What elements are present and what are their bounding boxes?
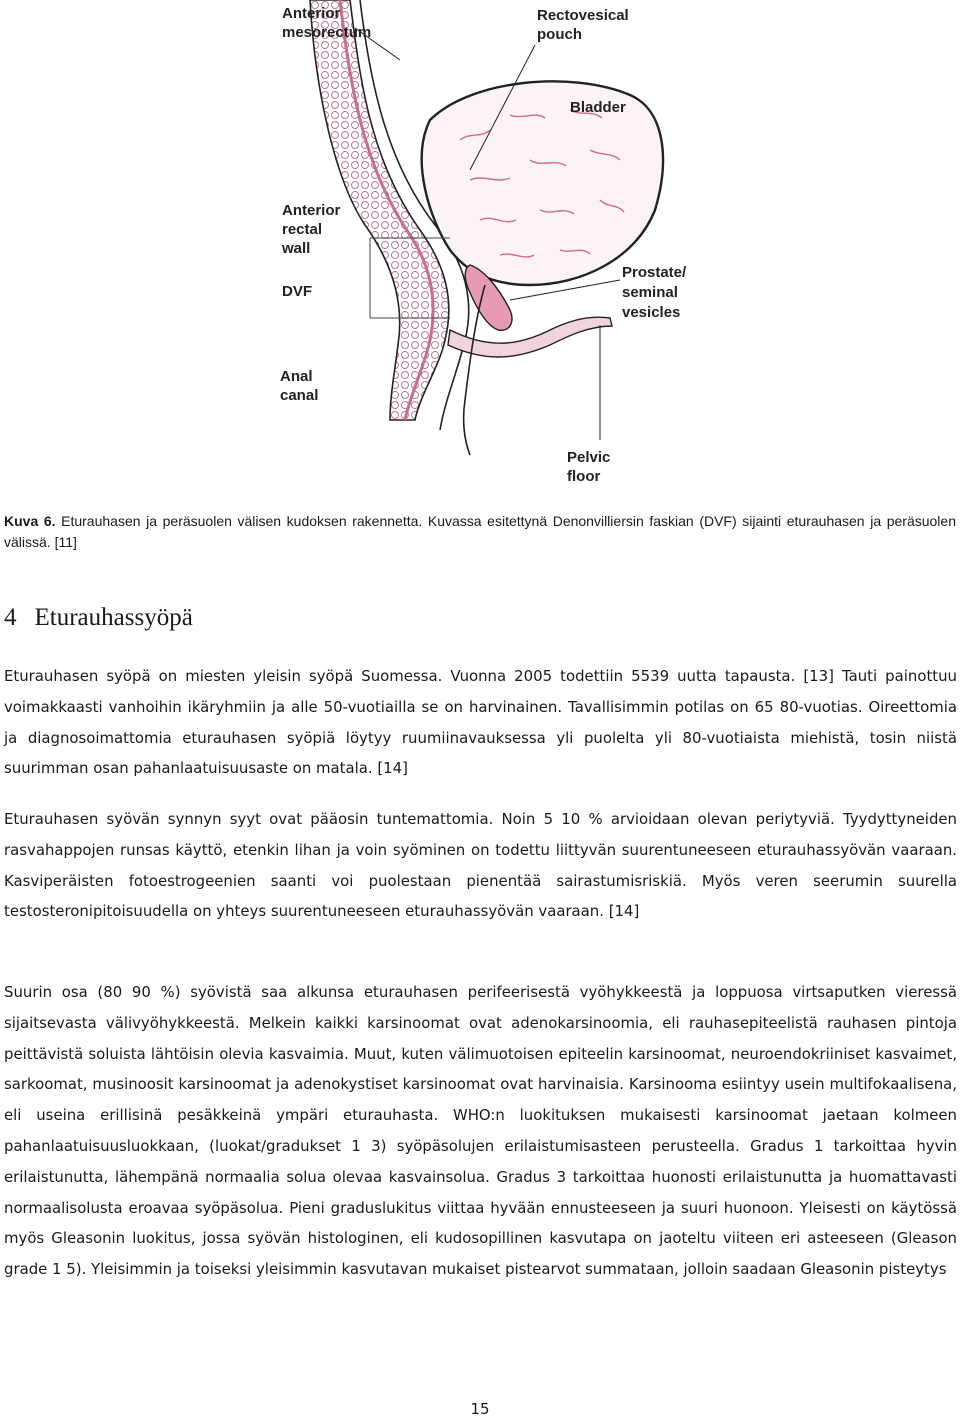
label-rectovesical-pouch-1: Rectovesical (537, 7, 629, 24)
bladder-shape (422, 81, 663, 285)
label-anal-canal-1: Anal (280, 368, 313, 385)
section-number: 4 (4, 604, 17, 631)
label-anterior-rectal-wall-3: wall (282, 240, 311, 257)
label-anterior-mesorectum-1: Anterior (282, 5, 341, 22)
paragraph-3: Suurin osa (80 90 %) syövistä saa alkunsa eturauhasen perifeerisestä vyöhykkeestä ja loppuosa virtsaputken vieressä sijaitsevasta välivyöhykkeestä. Melkein kaikki karsinoomat ovat adenokarsinoomia, eli rauhasepiteelistä rauhasen pintoja peittävistä soluista lähtöisin olevia kasvaimia. Muut, kuten välimuotoisen epiteelin karsinoomat, neuroendokriiniset kasvaimet, sarkoomat, musinoosit karsinoomat ja adenokystiset karsinoomat ovat harvinaisia. Karsinooma esiintyy usein multifokaalisena, eli useina erillisinä pesäkkeinä ympäri eturauhasta. WHO:n luokituksen mukaisesti karsinoomat jaetaan kolmeen pahanlaatuisuusluokkaan, (luokat/gradukset 1 3) syöpäsolujen erilaistumisasteen perusteella. Gradus 1 tarkoittaa hyvin erilaistunutta, lähempänä normaalia solua olevaa kasvainsolua. Gradus 3 tarkoittaa huonosti erilaistunutta ja huomattavasti normaalisolusta eroavaa syöpäsolua. Pieni graduslukitus viittaa hyvään ennusteeseen ja suuri huonoon. Yleisesti on käytössä myös Gleasonin luokitus, jossa syövän histologinen, eli kudosopillinen kasvutapa on jaoteltu viiteen eri asteeseen (Gleason grade 1 5). Yleisimmin ja toiseksi yleisimmin kasvutavan mukaiset pistearvot summataan, jolloin saadaan Gleasonin pisteytys (4, 983, 957, 1279)
label-prostate-1: Prostate/ (622, 264, 687, 281)
label-prostate-3: vesicles (622, 304, 681, 321)
label-dvf: DVF (282, 283, 312, 300)
section-heading (4, 601, 193, 635)
label-anterior-rectal-wall-1: Anterior (282, 202, 341, 219)
anatomy-figure (270, 0, 690, 492)
anatomy-illustration (270, 0, 690, 492)
label-anterior-mesorectum-2: mesorectum (282, 24, 372, 41)
label-pelvic-floor-2: floor (567, 468, 601, 485)
label-anal-canal-2: canal (280, 387, 319, 404)
label-anterior-rectal-wall-2: rectal (282, 221, 323, 238)
label-pelvic-floor-1: Pelvic (567, 449, 611, 466)
label-bladder: Bladder (570, 99, 626, 116)
label-rectovesical-pouch-2: pouch (537, 26, 582, 43)
caption-text: Eturauhasen ja peräsuolen välisen kudoksen rakennetta. Kuvassa esitettynä Denonvilliersin faskian (DVF) sijainti eturauhasen ja peräsuolen välissä. [11] (4, 513, 956, 550)
paragraph-2: Eturauhasen syövän synnyn syyt ovat pääosin tuntemattomia. Noin 5 10 % arvioidaan olevan periytyviä. Tyydyttyneiden rasvahappojen runsas käyttö, etenkin lihan ja voin syöminen on todettu liittyvän suurentuneeseen eturauhassyövän vaaraan. Kasviperäisten fotoestrogeenien saanti voi puolestaan pienentää sairastumisriskiä. Myös veren seerumin suurella testosteronipitoisuudella on yhteys suurentuneeseen eturauhassyövän vaaraan. [14] (4, 810, 957, 921)
pelvic-floor-muscle (448, 317, 612, 357)
caption-lead: Kuva 6. (4, 513, 56, 529)
section-title: Eturauhassyöpä (34, 604, 193, 631)
page-number: 15 (470, 1400, 490, 1418)
label-prostate-2: seminal (622, 284, 678, 301)
figure-caption (4, 511, 956, 553)
paragraph-1: Eturauhasen syöpä on miesten yleisin syöpä Suomessa. Vuonna 2005 todettiin 5539 uutta tapausta. [13] Tauti painottuu voimakkaasti vanhoihin ikäryhmiin ja alle 50-vuotiailla se on harvinainen. Tavallisimmin potilas on 65 80-vuotias. Oireettomia ja diagnosoimattomia eturauhasen syöpiä löytyy ruumiinavauksessa yli puolelta yli 80-vuotiaista miehistä, tosin niistä suurimman osan pahanlaatuisuusaste on matala. [14] (4, 667, 957, 778)
